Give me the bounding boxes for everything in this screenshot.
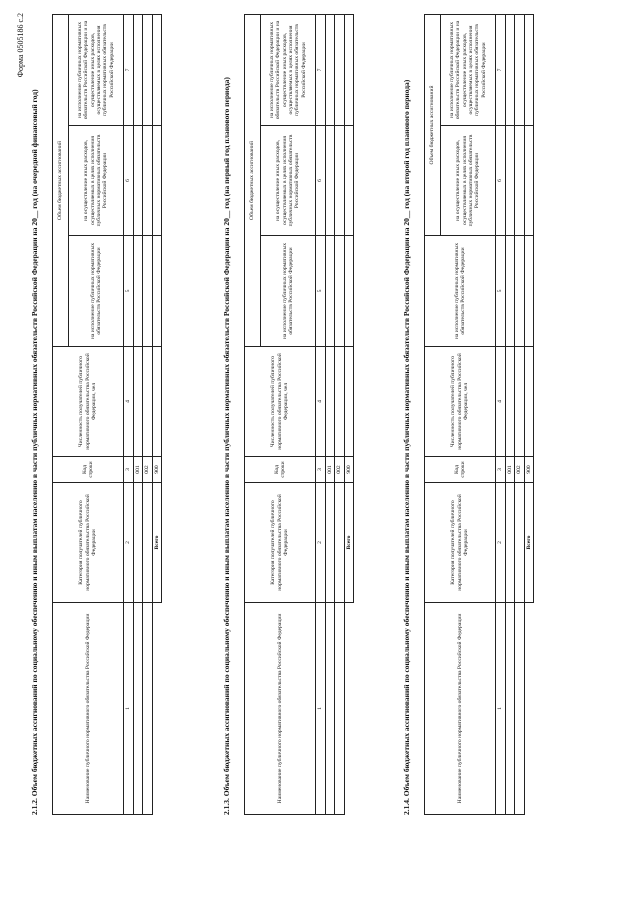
header-code: Код строки [53, 457, 124, 483]
budget-table [52, 14, 162, 815]
column-number: 7 [316, 14, 326, 125]
cell [335, 603, 344, 815]
header-category: Категория получателей публичного нормативного обязательства Российской Федерации [245, 483, 316, 603]
header-category: Категория получателей публичного нормативного обязательства Российской Федерации [53, 483, 124, 603]
cell [143, 603, 152, 815]
cell [344, 236, 353, 347]
cell [326, 14, 335, 125]
cell [134, 483, 143, 603]
row-code: 002 [335, 457, 344, 483]
cell [506, 126, 515, 236]
header-on-execution: на исполнение публичных нормативных обязательств Российской Федерации [425, 236, 496, 347]
header-count: Численность получателей публичного нормативного обязательства Российской Федерации, чел [53, 347, 124, 457]
column-number: 3 [124, 457, 134, 483]
cell [506, 15, 515, 126]
column-number: 7 [496, 15, 506, 126]
section-title: 2.1.3. Объем бюджетных ассигнований по социальному обеспечению и иным выплатам населению в части публичных нормативных обязательств Российской Федерации на 20__ год (на первый год планового периода) [222, 77, 231, 815]
cell [515, 483, 524, 603]
cell [152, 236, 161, 347]
column-number: 7 [124, 14, 134, 125]
cell [524, 15, 533, 126]
cell [134, 14, 143, 125]
cell [335, 14, 344, 125]
total-code: 900 [524, 457, 533, 483]
cell [152, 126, 161, 236]
column-number: 2 [124, 483, 134, 603]
section-2-1-4 [402, 15, 534, 815]
cell [326, 603, 335, 815]
total-row [152, 14, 161, 814]
cell [143, 14, 152, 125]
header-on-other: на осуществление иных расходов, осуществляемых в целях исполнения публичных нормативных обязательств Российской Федерации [69, 126, 124, 236]
header-volume-group: Объем бюджетных ассигнований [53, 14, 69, 346]
cell [335, 126, 344, 236]
column-number: 4 [316, 347, 326, 457]
cell [515, 347, 524, 457]
cell [134, 603, 143, 815]
cell [506, 236, 515, 347]
cell [152, 347, 161, 457]
cell [143, 483, 152, 603]
header-on-execution-and-other: на исполнение публичных нормативных обязательств Российской Федерации и на осуществление иных расходов, осуществляемых в целях исполнения публичных нормативных обязательств Российской Федерации [69, 14, 124, 125]
cell [335, 236, 344, 347]
cell [506, 347, 515, 457]
column-number: 5 [316, 236, 326, 347]
table-row [134, 14, 143, 814]
cell [515, 603, 524, 815]
budget-table [244, 14, 354, 815]
total-row [524, 15, 533, 815]
cell [326, 483, 335, 603]
header-count: Численность получателей публичного нормативного обязательства Российской Федерации, чел [425, 347, 496, 457]
header-volume-group: Объем бюджетных ассигнований [245, 14, 261, 346]
cell [134, 347, 143, 457]
column-number: 1 [124, 603, 134, 815]
column-number: 4 [124, 347, 134, 457]
total-row [344, 14, 353, 814]
cell [143, 236, 152, 347]
header-code: Код строки [425, 457, 496, 483]
total-label: Всего [524, 483, 533, 603]
cell [506, 483, 515, 603]
section-2-1-2 [30, 15, 162, 815]
row-code: 001 [326, 457, 335, 483]
column-number: 6 [124, 126, 134, 236]
form-code: Форма 0505186 с.2 [16, 13, 25, 78]
cell [335, 483, 344, 603]
cell [515, 126, 524, 236]
table-row [143, 14, 152, 814]
cell [344, 126, 353, 236]
cell [506, 603, 515, 815]
cell [134, 126, 143, 236]
header-count: Численность получателей публичного нормативного обязательства Российской Федерации, чел [245, 347, 316, 457]
row-code: 002 [143, 457, 152, 483]
column-number: 4 [496, 347, 506, 457]
cell [524, 236, 533, 347]
blank [152, 603, 161, 815]
column-number: 1 [316, 603, 326, 815]
cell [326, 347, 335, 457]
cell [134, 236, 143, 347]
column-number: 3 [316, 457, 326, 483]
header-on-execution-and-other: на исполнение публичных нормативных обязательств Российской Федерации и на осуществление иных расходов, осуществляемых в целях исполнения публичных нормативных обязательств Российской Федерации [441, 15, 496, 126]
column-number: 2 [316, 483, 326, 603]
blank [344, 603, 353, 815]
cell [143, 347, 152, 457]
cell [524, 126, 533, 236]
header-category: Категория получателей публичного нормативного обязательства Российской Федерации [425, 483, 496, 603]
column-number: 5 [124, 236, 134, 347]
header-on-execution: на исполнение публичных нормативных обязательств Российской Федерации [261, 236, 316, 347]
budget-table [424, 14, 534, 815]
header-name: Наименование публичного нормативного обязательства Российской Федерации [425, 603, 496, 815]
column-number: 1 [496, 603, 506, 815]
header-code: Код строки [245, 457, 316, 483]
cell [344, 14, 353, 125]
section-title: 2.1.4. Объем бюджетных ассигнований по социальному обеспечению и иным выплатам населению в части публичных нормативных обязательств Российской Федерации на 20__ год (на второй год планового периода) [402, 79, 411, 815]
cell [515, 236, 524, 347]
table-row [506, 15, 515, 815]
header-on-other: на осуществление иных расходов, осуществляемых в целях исполнения публичных нормативных обязательств Российской Федерации [261, 126, 316, 236]
table-row [326, 14, 335, 814]
cell [152, 14, 161, 125]
total-code: 900 [152, 457, 161, 483]
row-code: 001 [506, 457, 515, 483]
row-code: 001 [134, 457, 143, 483]
column-number: 6 [496, 126, 506, 236]
total-label: Всего [152, 483, 161, 603]
header-name: Наименование публичного нормативного обязательства Российской Федерации [53, 603, 124, 815]
total-code: 900 [344, 457, 353, 483]
column-number: 2 [496, 483, 506, 603]
header-name: Наименование публичного нормативного обязательства Российской Федерации [245, 603, 316, 815]
cell [344, 347, 353, 457]
cell [515, 15, 524, 126]
column-number: 3 [496, 457, 506, 483]
cell [326, 236, 335, 347]
header-on-other: на осуществление иных расходов, осуществляемых в целях исполнения публичных нормативных обязательств Российской Федерации [441, 126, 496, 236]
header-on-execution-and-other: на исполнение публичных нормативных обязательств Российской Федерации и на осуществление иных расходов, осуществляемых в целях исполнения публичных нормативных обязательств Российской Федерации [261, 14, 316, 125]
column-number: 6 [316, 126, 326, 236]
table-row [515, 15, 524, 815]
table-row [335, 14, 344, 814]
row-code: 002 [515, 457, 524, 483]
cell [143, 126, 152, 236]
blank [524, 603, 533, 815]
header-volume-group: Объем бюджетных ассигнований [425, 15, 441, 236]
cell [524, 347, 533, 457]
total-label: Всего [344, 483, 353, 603]
cell [326, 126, 335, 236]
column-number: 5 [496, 236, 506, 347]
section-2-1-3 [222, 15, 354, 815]
header-on-execution: на исполнение публичных нормативных обязательств Российской Федерации [69, 236, 124, 347]
section-title: 2.1.2. Объем бюджетных ассигнований по социальному обеспечению и иным выплатам населению в части публичных нормативных обязательств Российской Федерации на 20__ год (на очередной финансовый год) [30, 89, 39, 815]
cell [335, 347, 344, 457]
